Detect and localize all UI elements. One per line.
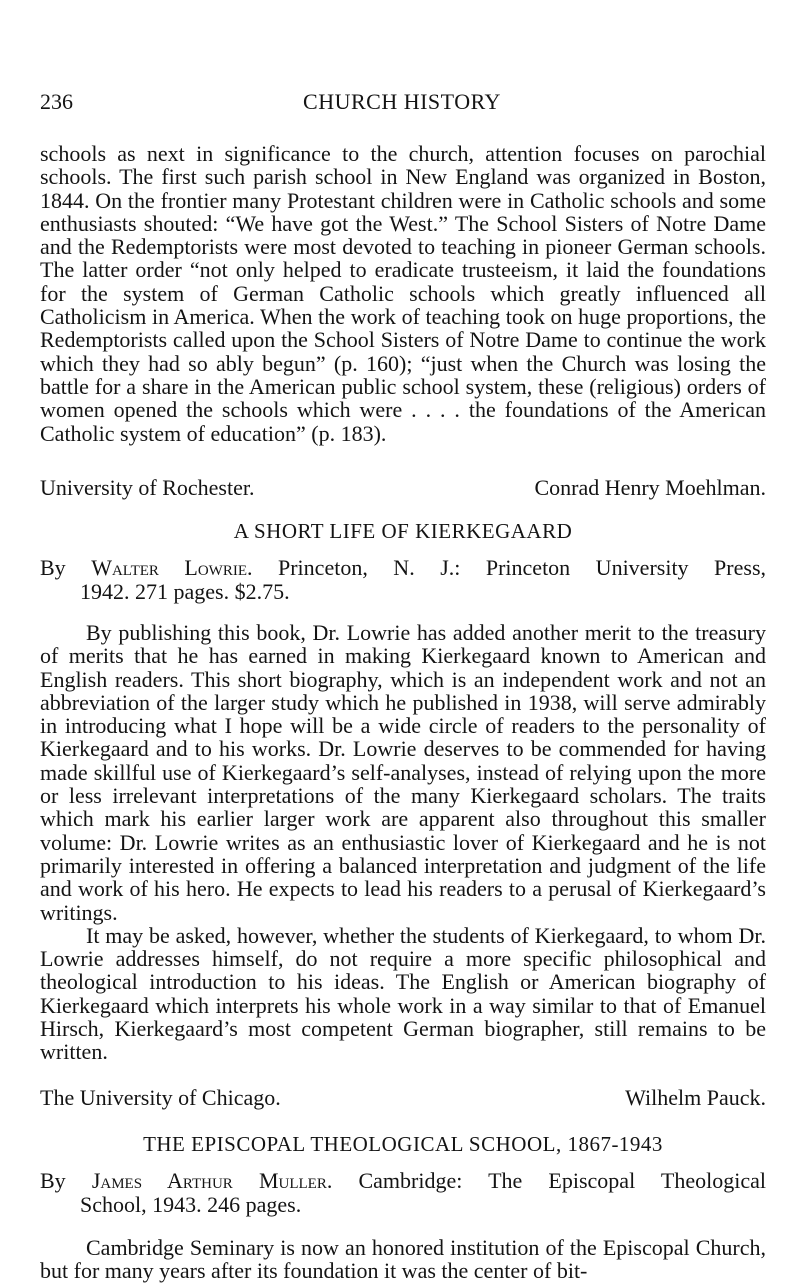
body-paragraph: Cambridge Seminary is now an honored institution of the Episcopal Church, but for many years after its foundation it was the center of bit- xyxy=(40,1235,766,1284)
body-paragraph: It may be asked, however, whether the students of Kierkegaard, to whom Dr. Lowrie addresses himself, do not require a more specific philosophical and theological introduction to his ideas. The English or American biography of Kierkegaard which interprets his whole work in a way similar to that of Emanuel Hirsch, Kierkegaard’s most competent German biographer, still remains to be written. xyxy=(40,922,766,1065)
by-label: By xyxy=(40,1168,66,1193)
review-signature xyxy=(40,476,766,500)
running-header xyxy=(40,88,764,116)
bibliographic-entry xyxy=(40,556,766,604)
book-title: A SHORT LIFE OF KIERKEGAARD xyxy=(233,519,573,543)
reviewer-institution: The University of Chicago. xyxy=(40,1085,281,1110)
book-imprint: Princeton, N. J.: Princeton University Press, xyxy=(278,555,766,580)
review-body xyxy=(40,1236,766,1283)
reviewer-name: Conrad Henry Moehlman. xyxy=(534,475,766,500)
reviewer-institution: University of Rochester. xyxy=(40,475,255,500)
review-continuation xyxy=(40,142,766,445)
book-author: Walter Lowrie. xyxy=(91,555,253,580)
book-author: James Arthur Muller. xyxy=(91,1168,333,1193)
review-signature xyxy=(40,1086,766,1110)
book-imprint: Cambridge: The Episcopal Theological xyxy=(358,1168,766,1193)
bibliographic-entry xyxy=(40,1169,766,1217)
review-body xyxy=(40,621,766,1064)
body-paragraph: By publishing this book, Dr. Lowrie has added another merit to the treasury of merits that he has earned in making Kierkegaard known to American and English readers. This short biography, which is an independent work and not an abbreviation of the larger study which he published in 1938, will serve admirably in introducing what I hope will be a wide circle of readers to the personality of Kierkegaard and to his works. Dr. Lowrie deserves to be commended for having made skillful use of Kierkegaard’s self-analyses, instead of relying upon the more or less irrelevant interpretations of the many Kierkegaard scholars. The traits which mark his earlier larger work are apparent also throughout this smaller volume: Dr. Lowrie writes as an enthusiastic lover of Kierkegaard and he is not primarily interested in offering a balanced interpretation and judgment of the life and work of his hero. He expects to lead his readers to a perusal of Kierkegaard’s writings. xyxy=(40,620,766,925)
by-label: By xyxy=(40,555,66,580)
book-title: THE EPISCOPAL THEOLOGICAL SCHOOL, 1867-1943 xyxy=(143,1132,663,1156)
body-paragraph: schools as next in significance to the church, attention focuses on parochial schools. The first such parish school in New England was organized in Boston, 1844. On the frontier many Protestant children were in Catholic schools and some enthusiasts shouted: “We have got the West.” The School Sisters of Notre Dame and the Redemptorists were most devoted to teaching in pioneer German schools. The latter order “not only helped to eradicate trusteeism, it laid the foundations for the system of German Catholic schools which greatly influenced all Catholicism in America. When the work of teaching took on huge proportions, the Redemptorists called upon the School Sisters of Notre Dame to continue the work which they had so ably begun” (p. 160); “just when the Church was losing the battle for a share in the American public school system, these (religious) orders of women opened the schools which were . . . . the foundations of the American Catholic system of education” (p. 183). xyxy=(40,141,766,446)
reviewer-name: Wilhelm Pauck. xyxy=(625,1085,766,1110)
book-details: School, 1943. 246 pages. xyxy=(80,1192,302,1217)
book-details: 1942. 271 pages. $2.75. xyxy=(80,579,290,604)
page-number: 236 xyxy=(40,89,73,114)
running-title: CHURCH HISTORY xyxy=(303,89,501,114)
